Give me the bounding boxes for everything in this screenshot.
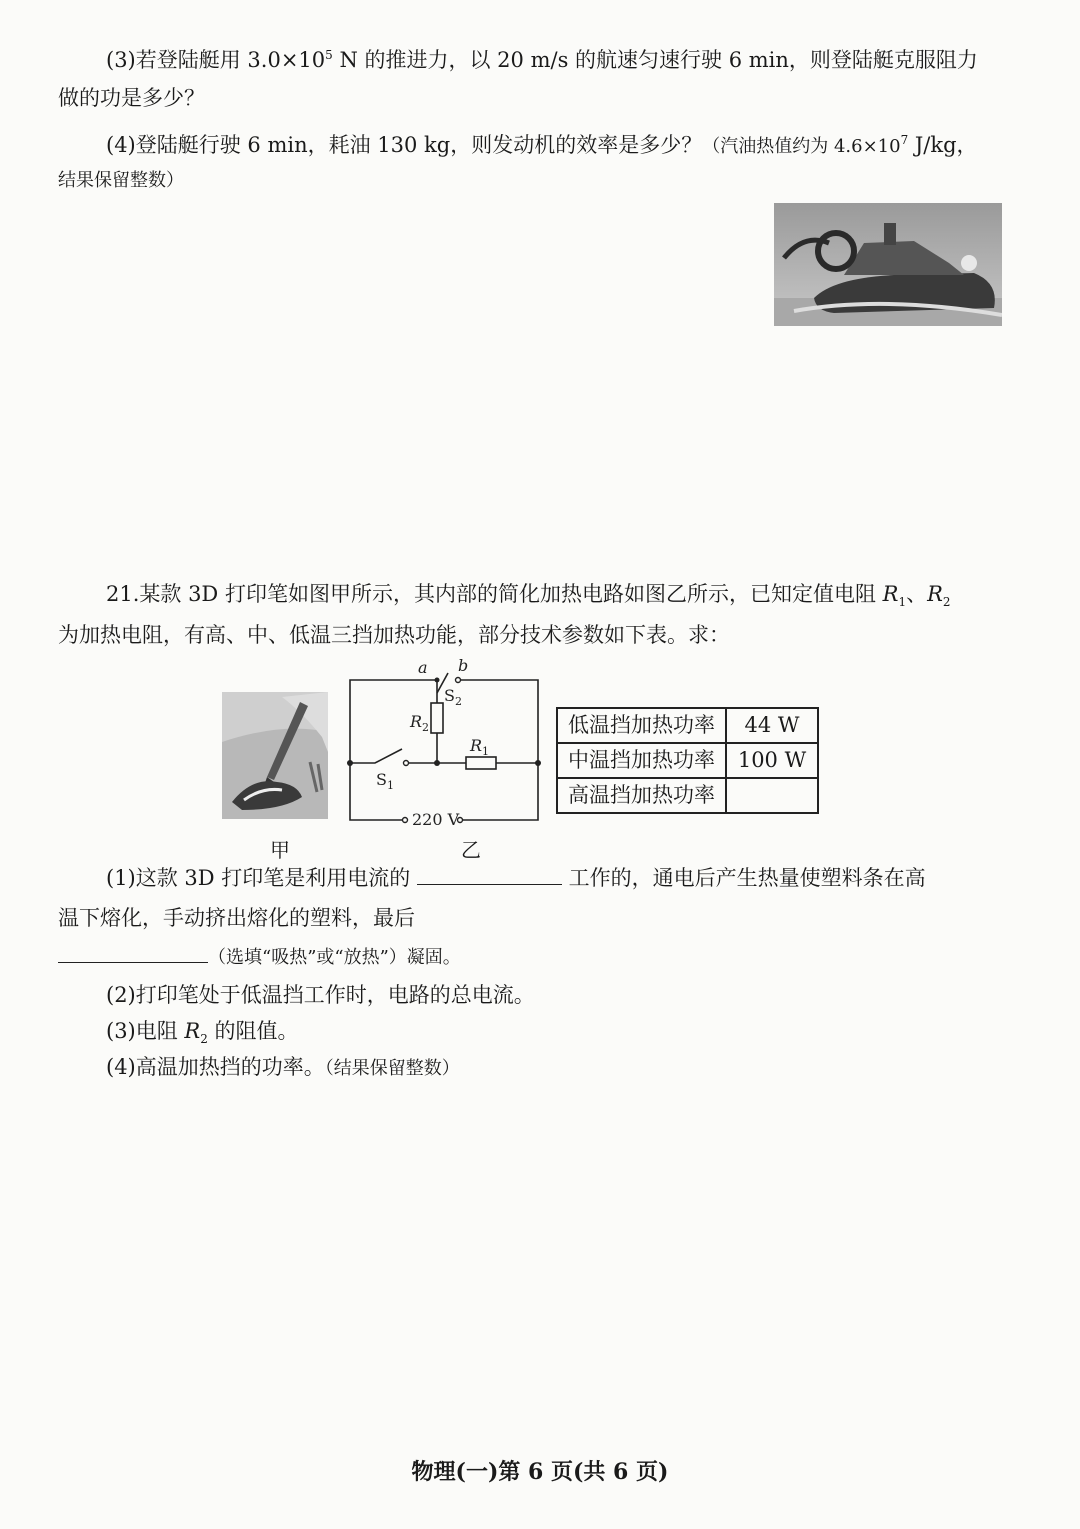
- row-label: 高温挡加热功率: [557, 778, 726, 813]
- row-value: [726, 778, 818, 813]
- figure-yi-label: 乙: [461, 838, 481, 862]
- q21-part1-line1: (1)这款 3D 打印笔是利用电流的 工作的，通电后产生热量使塑料条在高: [106, 862, 926, 893]
- circuit-node-b: b: [458, 656, 469, 675]
- q20-part3-line1: (3)若登陆艇用 $3.0\times 10^5$ N 的推进力，以 20 m/s 的航速匀速行驶 6 min，则登陆艇克服阻力: [106, 48, 978, 72]
- power-parameter-table: [556, 707, 819, 814]
- resistor-r1-label: $R_1$: [470, 736, 490, 758]
- heating-circuit-diagram: [340, 655, 550, 835]
- q21-intro-line1: 21.某款 3D 打印笔如图甲所示，其内部的简化加热电路如图乙所示，已知定值电阻 $R_1$、$R_2$: [106, 582, 951, 610]
- row-label: 低温挡加热功率: [557, 708, 726, 743]
- page-footer: 物理(一)第 6 页(共 6 页): [411, 1459, 669, 1485]
- 3d-pen-photo: [222, 692, 328, 819]
- q20-part4-line2: 结果保留整数）: [58, 170, 184, 191]
- q21-part1-line2: 温下熔化，手动挤出熔化的塑料，最后: [58, 906, 415, 930]
- row-value: 100 W: [726, 743, 818, 778]
- table-row: [557, 778, 818, 813]
- switch-s1-label: $S_1$: [376, 770, 394, 792]
- answer-blank-1[interactable]: [417, 862, 562, 885]
- switch-s2-label: $S_2$: [444, 686, 462, 708]
- circuit-node-a: a: [418, 658, 428, 677]
- figure-jia-label: 甲: [270, 838, 290, 862]
- answer-blank-2[interactable]: [58, 940, 208, 963]
- q21-part1-line3: （选填“吸热”或“放热”）凝固。: [58, 940, 461, 973]
- q20-part3-line2: 做的功是多少？: [58, 86, 205, 110]
- q21-intro-line2: 为加热电阻，有高、中、低温三挡加热功能，部分技术参数如下表。求：: [58, 623, 730, 647]
- table-row: [557, 708, 818, 743]
- q20-part4-line1: (4)登陆艇行驶 6 min，耗油 130 kg，则发动机的效率是多少？（汽油热值约为 $4.6\times 10^7$ J/kg，: [106, 133, 978, 157]
- q21-part3: (3)电阻 $R_2$ 的阻值。: [106, 1019, 299, 1047]
- resistor-r2-label: $R_2$: [410, 712, 430, 734]
- table-row: [557, 743, 818, 778]
- landing-craft-photo: [774, 203, 1002, 326]
- q21-part2: (2)打印笔处于低温挡工作时，电路的总电流。: [106, 983, 535, 1007]
- q21-part4: (4)高温加热挡的功率。（结果保留整数）: [106, 1055, 460, 1079]
- supply-voltage-label: 220 V: [412, 810, 460, 829]
- row-label: 中温挡加热功率: [557, 743, 726, 778]
- row-value: 44 W: [726, 708, 818, 743]
